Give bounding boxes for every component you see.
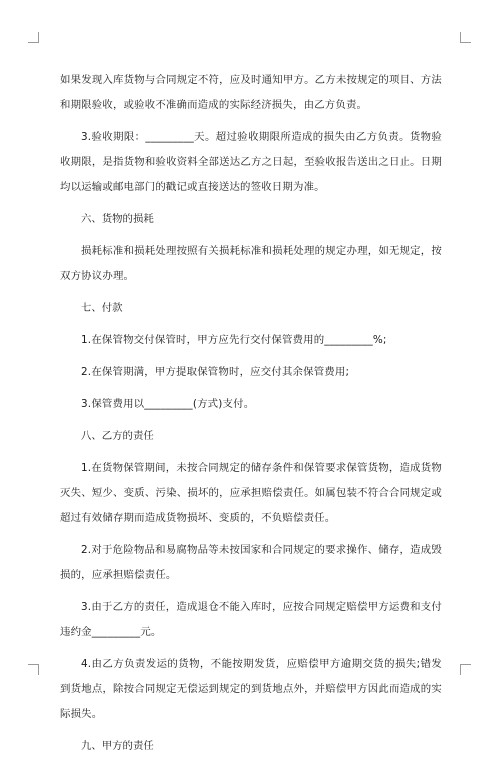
crop-mark-top-left <box>28 32 39 43</box>
section-heading-party-a: 九、甲方的责任 <box>81 740 154 752</box>
paragraph-inspection-period: 3.验收期限：_________天。超过验收期限所造成的损失由乙方负责。货物验收期限，是指货物和验收资料全部送达乙方之日起，至验收报告送出之日止。日期均以运输或邮电部门的戳记或直接送达的签收日期为准。 <box>60 131 442 193</box>
paragraph-party-b-1: 1.在货物保管期间，未按合同规定的储存条件和保管要求保管货物，造成货物灭失、短少、变质、污染、损坏的，应承担赔偿责任。如属包装不符合合同规定或超过有效储存期而造成货物损坏、变质的，不负赔偿责任。 <box>60 462 442 524</box>
paragraph-inspection-continued: 如果发现入库货物与合同规定不符，应及时通知甲方。乙方未按规定的项目、方法和期限验收，或验收不准确而造成的实际经济损失，由乙方负责。 <box>60 74 442 111</box>
paragraph-party-b-4: 4.由乙方负责发运的货物，不能按期发货，应赔偿甲方逾期交货的损失;错发到货地点，除按合同规定无偿运到规定的到货地点外，并赔偿甲方因此而造成的实际损失。 <box>60 658 442 720</box>
paragraph-payment-2: 2.在保管期满，甲方提取保管物时，应交付其余保管费用; <box>81 366 350 378</box>
paragraph-party-b-2: 2.对于危险物品和易腐物品等未按国家和合同规定的要求操作、储存，造成毁损的，应承担赔偿责任。 <box>60 544 442 581</box>
paragraph-party-b-3: 3.由于乙方的责任，造成退仓不能入库时，应按合同规定赔偿甲方运费和支付违约金_________元。 <box>60 601 442 638</box>
paragraph-payment-3: 3.保管费用以_________(方式)支付。 <box>81 398 255 410</box>
crop-mark-bottom-left <box>28 664 39 675</box>
section-heading-party-b: 八、乙方的责任 <box>81 430 154 442</box>
crop-mark-top-right <box>460 32 471 43</box>
paragraph-payment-1: 1.在保管物交付保管时，甲方应先行交付保管费用的_________%; <box>81 334 387 346</box>
section-heading-loss: 六、货物的损耗 <box>81 213 154 225</box>
crop-mark-bottom-right <box>460 664 471 675</box>
section-heading-payment: 七、付款 <box>81 302 123 314</box>
paragraph-loss-standard: 损耗标准和损耗处理按照有关损耗标准和损耗处理的规定办理，如无规定，按双方协议办理。 <box>60 245 442 282</box>
document-body <box>60 68 442 766</box>
